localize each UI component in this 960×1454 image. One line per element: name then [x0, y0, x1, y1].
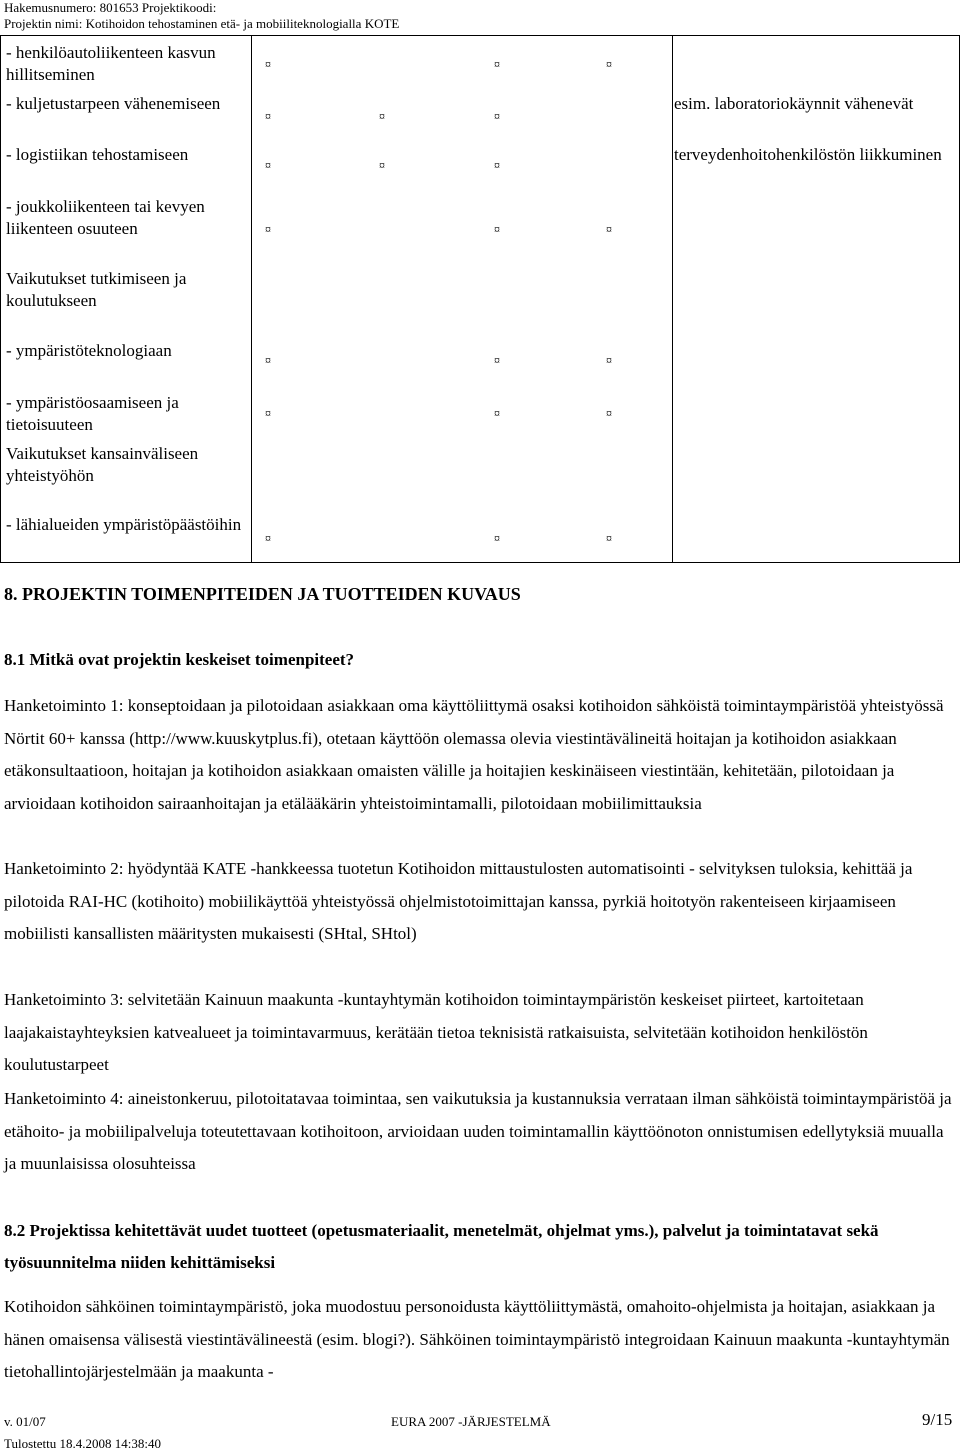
mark-symbol: ¤ [265, 406, 271, 420]
impact-label-regional-emissions: - lähialueiden ympäristöpäästöihin [6, 515, 242, 534]
mark-symbol: ¤ [494, 158, 500, 172]
impact-label-car-traffic: - henkilöautoliikenteen kasvun hillitseminen [6, 43, 216, 84]
activity-4-paragraph: Hanketoiminto 4: aineistonkeruu, pilotoitatavaa toimintaa, sen vaikutuksia ja kustannuksia verrataan ilman sähköistä toimintaympäristöä ja etähoito- ja mobiilipalveluja toteutettavaan kotihoitoon, arvioidaan uuden toimintamallin käyttöönoton onnistumisen edellytyksiä muualla ja muunlaisissa olosuhteissa [4, 1089, 952, 1174]
question-8-1: 8.1 Mitkä ovat projektin keskeiset toimenpiteet? [4, 650, 355, 669]
mark-symbol: ¤ [265, 353, 271, 367]
mark-symbol: ¤ [494, 57, 500, 71]
mark-symbol: ¤ [494, 109, 500, 123]
mark-symbol: ¤ [379, 109, 385, 123]
mark-symbol: ¤ [494, 406, 500, 420]
mark-symbol: ¤ [265, 222, 271, 236]
activity-3-paragraph: Hanketoiminto 3: selvitetään Kainuun maakunta -kuntayhtymän kotihoidon toimintaympäristön keskeiset piirteet, kartoitetaan laajakaistayhteyksien katvealueet ja toimintavarmuus, kerätään tietoa teknisistä ratkaisuista, selvitetään kotihoidon henkilöstön koulutustarpeet [4, 990, 868, 1075]
impact-label-research-education: Vaikutukset tutkimiseen ja koulutukseen [6, 269, 187, 310]
mark-symbol: ¤ [265, 531, 271, 545]
footer-version: v. 01/07 [4, 1414, 46, 1429]
impact-marks-cell [252, 36, 673, 563]
header-project-name: Projektin nimi: Kotihoidon tehostaminen etä- ja mobiiliteknologialla KOTE [4, 16, 400, 31]
header-application-info: Hakemusnumero: 801653 Projektikoodi: [4, 0, 217, 15]
impact-note-lab-visits: esim. laboratoriokäynnit vähenevät [674, 94, 914, 113]
mark-symbol: ¤ [606, 406, 612, 420]
mark-symbol: ¤ [606, 531, 612, 545]
products-paragraph: Kotihoidon sähköinen toimintaympäristö, joka muodostuu personoidusta käyttöliittymästä, omahoito-ohjelmista ja hoitajan, asiakkaan ja hänen omaisensa välisestä viestintävälineestä (esim. blogi?). Sähköinen toimintaympäristö integroidaan Kainuun maakunta -kuntayhtymän tietohallintojärjestelmään ja maakunta - [4, 1297, 950, 1382]
impact-label-logistics: - logistiikan tehostamiseen [6, 145, 189, 164]
section-8-title: 8. PROJEKTIN TOIMENPITEIDEN JA TUOTTEIDEN KUVAUS [4, 584, 521, 604]
mark-symbol: ¤ [606, 353, 612, 367]
mark-symbol: ¤ [265, 158, 271, 172]
mark-symbol: ¤ [494, 531, 500, 545]
impact-label-public-transport: - joukkoliikenteen tai kevyen liikenteen osuuteen [6, 197, 205, 238]
activity-1-paragraph: Hanketoiminto 1: konseptoidaan ja pilotoidaan asiakkaan oma käyttöliittymä osaksi kotihoidon sähköistä toimintaympäristöä yhteistyössä Nörtit 60+ kanssa (http://www.kuuskytplus.fi), otetaan käyttöön olemassa olevia viestintävälineitä hoitajan ja kotihoidon asiakkaan etäkonsultaatioon, hoitajan ja kotihoidon asiakkaan omaisten välille ja hoitajien keskinäiseen viestintään, kehitetään, pilotoidaan ja arvioidaan kotihoidon sairaanhoitajan ja etälääkärin yhteistoimintamalli, pilotoidaan mobiilimittauksia [4, 696, 944, 814]
mark-symbol: ¤ [606, 57, 612, 71]
impact-label-env-expertise: - ympäristöosaamiseen ja tietoisuuteen [6, 393, 179, 434]
impact-note-staff-travel: terveydenhoitohenkilöstön liikkuminen [674, 145, 942, 164]
impact-label-international: Vaikutukset kansainväliseen yhteistyöhön [6, 444, 199, 485]
footer-page-number: 9/15 [922, 1410, 953, 1429]
mark-symbol: ¤ [494, 353, 500, 367]
activity-2-paragraph: Hanketoiminto 2: hyödyntää KATE -hankkeessa tuotetun Kotihoidon mittaustulosten automatisointi - selvityksen tuloksia, kehittää ja pilotoida RAI-HC (kotihoito) mobiilikäyttöä yhteistyössä ohjelmistotoimittajan kanssa, pyrkiä hoitotyön rakenteiseen kirjaamiseen mobiilisti kansallisten määritysten mukaisesti (SHtal, SHtol) [4, 859, 913, 944]
mark-symbol: ¤ [265, 57, 271, 71]
impact-label-env-technology: - ympäristöteknologiaan [6, 341, 172, 360]
mark-symbol: ¤ [494, 222, 500, 236]
footer-system: EURA 2007 -JÄRJESTELMÄ [391, 1414, 551, 1429]
mark-symbol: ¤ [265, 109, 271, 123]
mark-symbol: ¤ [379, 158, 385, 172]
mark-symbol: ¤ [606, 222, 612, 236]
question-8-2: 8.2 Projektissa kehitettävät uudet tuotteet (opetusmateriaalit, menetelmät, ohjelmat yms.), palvelut ja toimintatavat sekä työsuunnitelma niiden kehittämiseksi [4, 1221, 879, 1272]
impact-label-transport-need: - kuljetustarpeen vähenemiseen [6, 94, 221, 113]
footer-print-timestamp: Tulostettu 18.4.2008 14:38:40 [4, 1436, 161, 1451]
